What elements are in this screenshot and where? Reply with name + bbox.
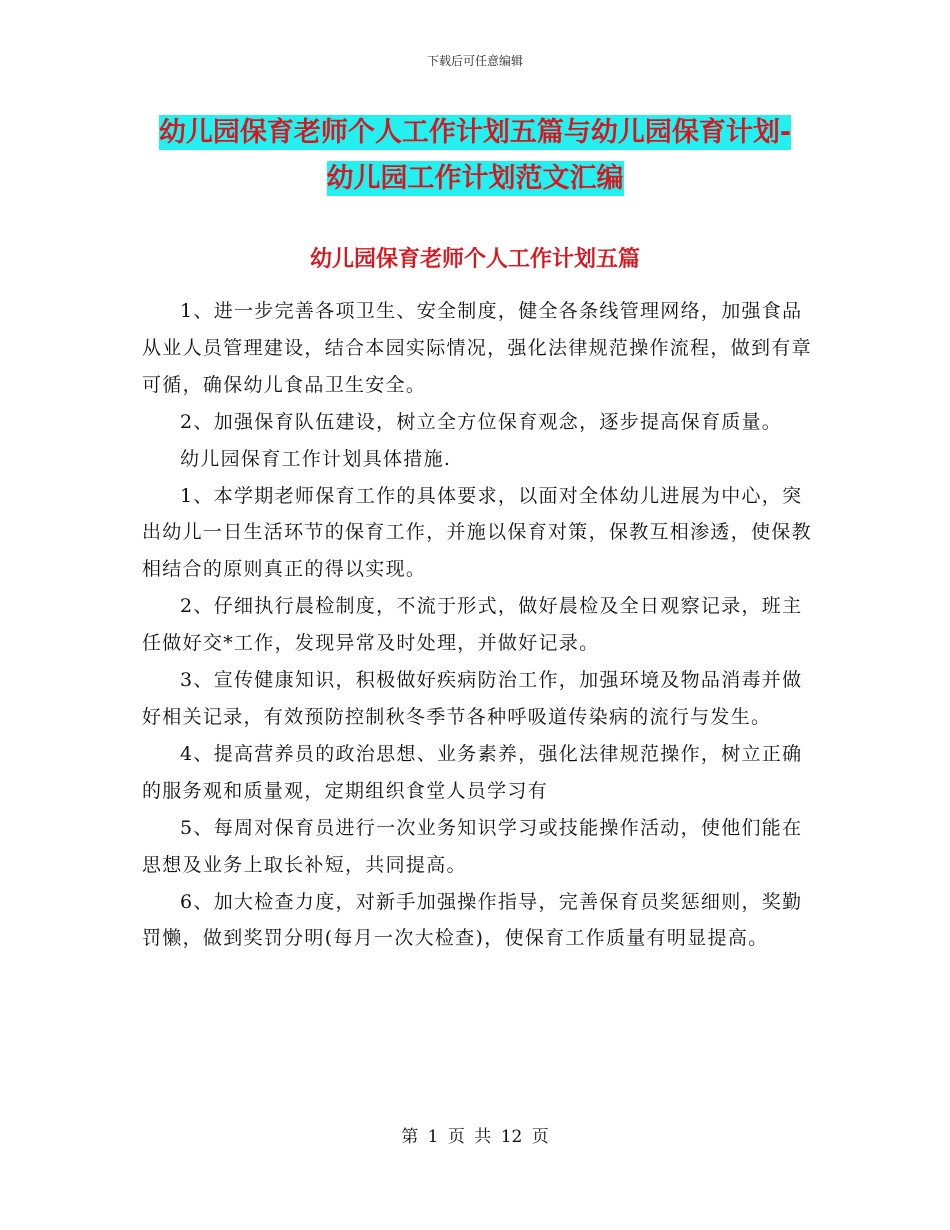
document-title — [100, 110, 850, 202]
section-heading: 幼儿园保育老师个人工作计划五篇 — [309, 247, 640, 272]
paragraph: 1、进一步完善各项卫生、安全制度，健全各条线管理网络，加强食品从业人员管理建设，结合本园实际情况，强化法律规范操作流程，做到有章可循，确保幼儿食品卫生安全。 — [142, 300, 812, 396]
paragraph: 3、宣传健康知识，积极做好疾病防治工作，加强环境及物品消毒并做好相关记录，有效预防控制秋冬季节各种呼吸道传染病的流行与发生。 — [142, 669, 803, 728]
page-number-footer: 第 1 页 共 12 页 — [401, 1127, 549, 1147]
paragraph: 幼儿园保育工作计划具体措施. — [180, 447, 452, 470]
paragraph: 1、本学期老师保育工作的具体要求，以面对全体幼儿进展为中心，突出幼儿一日生活环节的保育工作，并施以保育对策，保教互相渗透，使保教相结合的原则真正的得以实现。 — [142, 484, 812, 581]
document-body — [142, 293, 822, 957]
paragraph: 2、仔细执行晨检制度，不流于形式，做好晨检及全日观察记录，班主任做好交*工作，发现异常及时处理，并做好记录。 — [142, 595, 803, 655]
title-line-1: 幼儿园保育老师个人工作计划五篇与幼儿园保育计划- — [158, 117, 792, 148]
paragraph: 2、加强保育队伍建设，树立全方位保育观念，逐步提高保育质量。 — [180, 410, 783, 433]
paragraph: 6、加大检查力度，对新手加强操作指导，完善保育员奖惩细则，奖勤罚懒，做到奖罚分明(每月一次大检查)，使保育工作质量有明显提高。 — [142, 890, 803, 950]
paragraph: 4、提高营养员的政治思想、业务素养，强化法律规范操作，树立正确的服务观和质量观，定期组织食堂人员学习有 — [142, 742, 803, 802]
header-download-note: 下载后可任意编辑 — [426, 54, 523, 68]
paragraph: 5、每周对保育员进行一次业务知识学习或技能操作活动，使他们能在思想及业务上取长补短，共同提高。 — [142, 816, 803, 876]
title-line-2: 幼儿园工作计划范文汇编 — [326, 163, 624, 194]
